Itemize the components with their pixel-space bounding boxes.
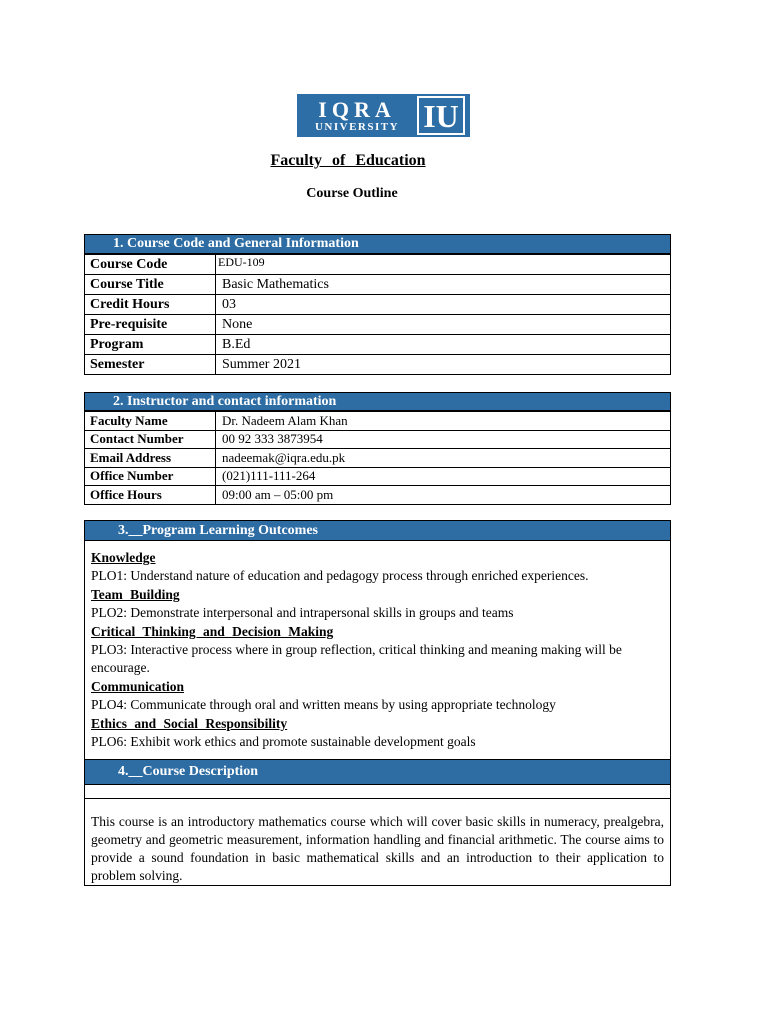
section-header-plo: 3.__Program Learning Outcomes: [85, 521, 670, 541]
iqra-university-logo: [297, 94, 470, 137]
row-label: Office Number: [85, 468, 216, 486]
row-label: Email Address: [85, 449, 216, 467]
row-label: Course Title: [85, 275, 216, 294]
general-info-table: [84, 234, 671, 375]
table-row: [85, 448, 670, 467]
table-row: [85, 314, 670, 334]
row-value: Dr. Nadeem Alam Khan: [222, 412, 348, 428]
plo-text: PLO2: Demonstrate interpersonal and intrapersonal skills in groups and teams: [91, 605, 514, 620]
logo-line2: UNIVERSITY: [314, 120, 400, 133]
table-row: [85, 274, 670, 294]
row-label: Credit Hours: [85, 295, 216, 314]
row-label: Contact Number: [85, 431, 216, 449]
row-label: Program: [85, 335, 216, 354]
faculty-title: Faculty of Education: [270, 152, 426, 169]
plo-text: PLO1: Understand nature of education and pedagogy process through enriched experiences.: [91, 568, 589, 583]
row-value: (021)111-111-264: [222, 468, 316, 484]
plo-title: Critical Thinking and Decision Making: [91, 624, 334, 639]
logo-wordmark: [297, 94, 417, 137]
row-value: Summer 2021: [222, 356, 301, 372]
section-header-description: 4.__Course Description: [85, 759, 670, 785]
row-value: None: [222, 316, 253, 332]
plo-title: Ethics and Social Responsibility: [91, 716, 288, 731]
plo-title: Team Building: [91, 587, 180, 602]
table-row: [85, 411, 670, 430]
table-row: [85, 430, 670, 449]
plo-title: Knowledge: [91, 550, 156, 565]
section-header-instructor: 2. Instructor and contact information: [85, 393, 670, 411]
table-row: [85, 467, 670, 486]
row-value: B.Ed: [222, 336, 251, 352]
row-value: 03: [222, 296, 236, 312]
course-description: This course is an introductory mathematics course which will cover basic skills in numeracy, prealgebra, geometry and geometric measurement, information handling and financial arithmetic. The course aims to provide a sound foundation in basic mathematical skills and an introduction to their application to problem solving.: [91, 814, 664, 883]
table-row: [85, 354, 670, 374]
table-row: [85, 485, 670, 504]
logo-line1: IQRA: [318, 96, 396, 122]
plo-text: PLO6: Exhibit work ethics and promote sustainable development goals: [91, 734, 476, 749]
row-value: EDU-109: [218, 255, 265, 269]
section-header-general-info: 1. Course Code and General Information: [85, 235, 670, 254]
email-value: nadeemak@iqra.edu.pk: [222, 449, 346, 465]
document-title: Course Outline: [306, 186, 398, 201]
plo-list: [85, 541, 670, 751]
row-label: Pre-requisite: [85, 315, 216, 334]
logo-monogram: IU: [417, 96, 465, 135]
row-label: Faculty Name: [85, 412, 216, 430]
row-label: Office Hours: [85, 486, 216, 504]
plo-text: PLO4: Communicate through oral and written means by using appropriate technology: [91, 697, 556, 712]
instructor-info-table: [84, 392, 671, 505]
table-row: [85, 254, 670, 274]
divider: [85, 785, 670, 799]
row-value: Basic Mathematics: [222, 276, 329, 292]
plo-text: PLO3: Interactive process where in group reflection, critical thinking and meaning making will be encourage.: [91, 642, 622, 675]
row-label: Course Code: [85, 255, 216, 274]
learning-outcomes-box: [84, 520, 671, 886]
table-row: [85, 334, 670, 354]
row-value: 09:00 am – 05:00 pm: [222, 486, 334, 502]
plo-title: Communication: [91, 679, 185, 694]
row-value: 00 92 333 3873954: [222, 431, 323, 447]
table-row: [85, 294, 670, 314]
row-label: Semester: [85, 355, 216, 374]
